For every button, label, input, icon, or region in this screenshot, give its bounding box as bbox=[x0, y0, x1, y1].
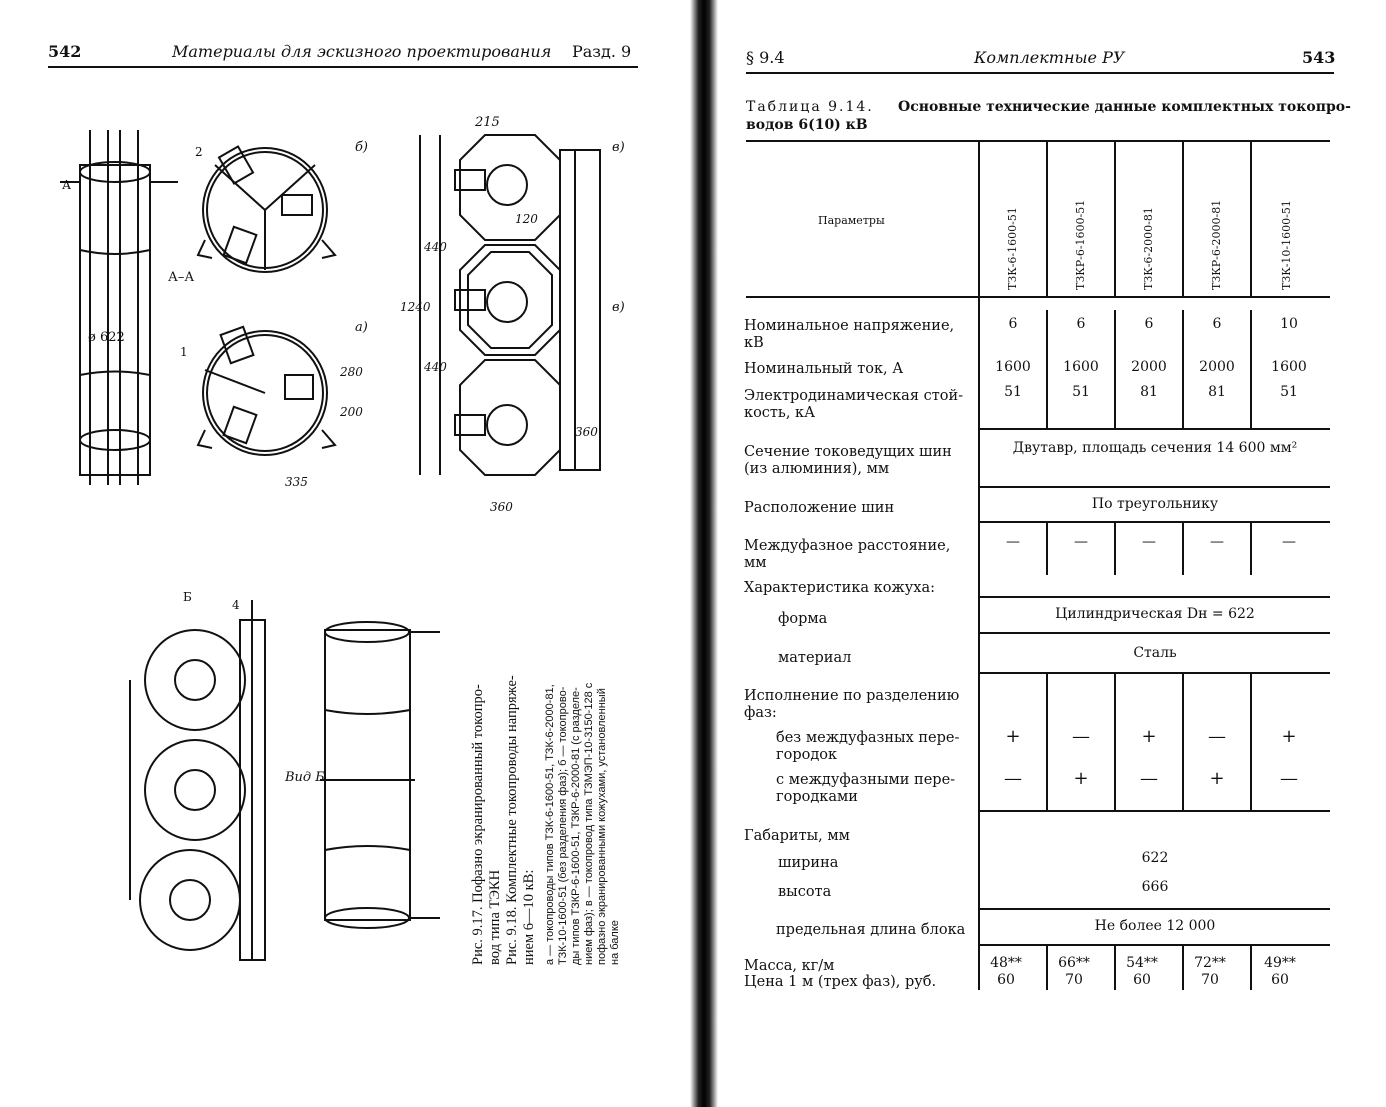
label-v2: в) bbox=[612, 300, 625, 315]
cell-value: 1600 bbox=[1063, 359, 1099, 375]
caption-line-1: Рис. 9.17. Пофазно экранированный токопро- bbox=[470, 684, 486, 965]
triple-round-casings bbox=[130, 600, 265, 960]
cell-value: 70 bbox=[1201, 972, 1219, 988]
cell-value: — bbox=[1210, 534, 1224, 550]
row-rule bbox=[980, 672, 1330, 674]
right-running-title: Комплектные РУ bbox=[974, 48, 1125, 67]
cell-value: 2000 bbox=[1199, 359, 1235, 375]
cell-value: 48** bbox=[990, 955, 1022, 971]
dim-215: 215 bbox=[475, 115, 500, 130]
label-b: б) bbox=[355, 140, 369, 155]
col-divider bbox=[1114, 310, 1116, 430]
col-divider bbox=[1250, 946, 1252, 990]
cell-value: 81 bbox=[1140, 384, 1158, 400]
caption-note: нием фаз); в — токопровод типа ТЗМЭП-10-3150-128 с bbox=[583, 682, 595, 965]
cell-value: — bbox=[1280, 768, 1298, 789]
cell-value: 66** bbox=[1058, 955, 1090, 971]
mark-2: 2 bbox=[195, 145, 203, 159]
col-divider bbox=[1182, 523, 1184, 575]
col-divider bbox=[1250, 523, 1252, 575]
cell-value: — bbox=[1142, 534, 1156, 550]
right-section: § 9.4 bbox=[746, 48, 785, 67]
cell-value: — bbox=[1072, 726, 1090, 747]
row-label: Расположение шин bbox=[744, 500, 895, 516]
cell-value: 6 bbox=[1076, 316, 1086, 332]
cell-value: 51 bbox=[1004, 384, 1022, 400]
table-title: Основные технические данные комплектных токопро- bbox=[898, 99, 1351, 115]
table-header-rule bbox=[746, 296, 1330, 298]
row-label: высота bbox=[778, 884, 832, 900]
row-label: Номинальное напряжение, bbox=[744, 318, 955, 334]
row-rule bbox=[980, 908, 1330, 910]
row-label: Характеристика кожуха: bbox=[744, 580, 935, 596]
row-label: Номинальный ток, А bbox=[744, 361, 904, 377]
row-label: мм bbox=[744, 555, 767, 571]
cell-value: 6 bbox=[1212, 316, 1222, 332]
col-header: ТЗКР-6-1600-51 bbox=[1074, 199, 1087, 290]
row-label: без междуфазных пере- bbox=[776, 730, 960, 746]
caption-note: на балке bbox=[609, 920, 621, 965]
mark-4: 4 bbox=[232, 598, 240, 612]
row-label: городок bbox=[776, 747, 838, 763]
span-value: Не более 12 000 bbox=[1094, 918, 1216, 934]
dim-360b: 360 bbox=[490, 500, 513, 514]
col-header: ТЗК-6-2000-81 bbox=[1142, 207, 1155, 290]
span-value: По треугольнику bbox=[1091, 496, 1219, 512]
row-label: городками bbox=[776, 789, 858, 805]
row-label: форма bbox=[778, 611, 828, 627]
col-header: ТЗКР-6-2000-81 bbox=[1210, 199, 1223, 290]
pipe-elevation-a bbox=[60, 130, 178, 485]
col-divider bbox=[1182, 674, 1184, 810]
cell-value: 49** bbox=[1264, 955, 1296, 971]
row-label: Цена 1 м (трех фаз), руб. bbox=[744, 974, 937, 990]
left-page bbox=[0, 0, 690, 1107]
span-value: 666 bbox=[1141, 879, 1169, 895]
cell-value: 6 bbox=[1144, 316, 1154, 332]
mark-1: 1 bbox=[180, 345, 188, 359]
round-casing-b bbox=[198, 147, 335, 272]
caption-note: пофазно экранированными кожухами, установленный bbox=[596, 688, 608, 965]
col-header: ТЗК-10-1600-51 bbox=[1280, 200, 1293, 290]
mark-a-left: А bbox=[62, 178, 72, 192]
cell-value: — bbox=[1006, 534, 1020, 550]
dim-622: ø 622 bbox=[88, 330, 125, 345]
cell-value: + bbox=[1141, 726, 1157, 747]
cell-value: 1600 bbox=[1271, 359, 1307, 375]
row-rule bbox=[980, 521, 1330, 523]
row-label: предельная длина блока bbox=[776, 922, 966, 938]
col-divider bbox=[1182, 140, 1184, 296]
col-divider bbox=[1250, 310, 1252, 430]
label-a: а) bbox=[355, 320, 368, 335]
cell-value: 60 bbox=[1271, 972, 1289, 988]
caption-note: ТЗК-10-1600-51 (без разделения фаз); б — токопрово- bbox=[557, 686, 569, 965]
cell-value: + bbox=[1005, 726, 1021, 747]
cell-value: 10 bbox=[1280, 316, 1298, 332]
cell-value: 1600 bbox=[995, 359, 1031, 375]
dim-200: 200 bbox=[340, 405, 363, 419]
col-divider bbox=[1182, 946, 1184, 990]
dim-120: 120 bbox=[515, 212, 538, 226]
cell-value: 6 bbox=[1008, 316, 1018, 332]
cell-value: 60 bbox=[1133, 972, 1151, 988]
cell-value: 81 bbox=[1208, 384, 1226, 400]
caption-line-2: вод типа ТЭКН bbox=[487, 869, 503, 965]
dim-335: 335 bbox=[285, 475, 308, 489]
col-divider bbox=[1046, 310, 1048, 430]
col-divider bbox=[1114, 523, 1116, 575]
row-label: кость, кА bbox=[744, 405, 816, 421]
cell-value: — bbox=[1074, 534, 1088, 550]
cell-value: 70 bbox=[1065, 972, 1083, 988]
book-gutter bbox=[690, 0, 718, 1107]
table-title-prefix: Таблица 9.14. bbox=[746, 99, 874, 115]
row-label: Габариты, мм bbox=[744, 828, 850, 844]
col-divider bbox=[1046, 946, 1048, 990]
octagon-stack-v bbox=[420, 135, 600, 475]
caption-line-3: Рис. 9.18. Комплектные токопроводы напряже- bbox=[504, 675, 520, 965]
dim-1240: 1240 bbox=[400, 300, 431, 314]
param-header: Параметры bbox=[818, 214, 885, 227]
row-rule bbox=[980, 428, 1330, 430]
col-divider bbox=[1114, 946, 1116, 990]
row-label: ширина bbox=[778, 855, 839, 871]
span-value: 622 bbox=[1141, 850, 1169, 866]
row-label: (из алюминия), мм bbox=[744, 461, 890, 477]
row-label: материал bbox=[778, 650, 852, 666]
row-label: фаз: bbox=[744, 705, 777, 721]
cell-value: + bbox=[1073, 768, 1089, 789]
section-mark: А–А bbox=[168, 270, 195, 285]
span-value: Сталь bbox=[1133, 645, 1177, 661]
col-divider bbox=[1114, 140, 1116, 296]
caption-line-4: нием 6—10 кВ: bbox=[521, 869, 537, 965]
right-header-rule bbox=[746, 72, 1334, 74]
row-label: с междуфазными пере- bbox=[776, 772, 956, 788]
label-v: в) bbox=[612, 140, 625, 155]
row-rule bbox=[980, 486, 1330, 488]
cell-value: 2000 bbox=[1131, 359, 1167, 375]
table-title-2: водов 6(10) кВ bbox=[746, 117, 868, 133]
cell-value: — bbox=[1282, 534, 1296, 550]
caption-note: ды типов ТЗКР-6-1600-51, ТЗКР-6-2000-81 (с разделе- bbox=[570, 687, 582, 965]
row-rule bbox=[980, 944, 1330, 946]
row-label: Междуфазное расстояние, bbox=[744, 538, 951, 554]
left-page-number: 542 bbox=[48, 42, 82, 61]
round-casing-a bbox=[198, 327, 335, 455]
cell-value: + bbox=[1209, 768, 1225, 789]
cell-value: — bbox=[1140, 768, 1158, 789]
right-page-number: 543 bbox=[1302, 48, 1336, 67]
pipe-side-view bbox=[320, 622, 440, 928]
dim-280: 280 bbox=[340, 365, 363, 379]
dim-360a: 360 bbox=[575, 425, 598, 439]
cell-value: 51 bbox=[1072, 384, 1090, 400]
row-label: Электродинамическая стой- bbox=[744, 388, 964, 404]
col-header: ТЗК-6-1600-51 bbox=[1006, 207, 1019, 290]
cell-value: — bbox=[1208, 726, 1226, 747]
cell-value: 54** bbox=[1126, 955, 1158, 971]
row-rule bbox=[980, 596, 1330, 598]
cell-value: — bbox=[1004, 768, 1022, 789]
view-label: Вид Б bbox=[285, 770, 325, 785]
row-label: кВ bbox=[744, 335, 764, 351]
col-divider bbox=[1046, 140, 1048, 296]
caption-note: а — токопроводы типов ТЗК-6-1600-51, ТЗК-6-2000-81, bbox=[544, 684, 556, 965]
span-value: Цилиндрическая Dн = 622 bbox=[1055, 606, 1255, 622]
col-divider bbox=[1250, 140, 1252, 296]
row-label: Исполнение по разделению bbox=[744, 688, 960, 704]
cell-value: 60 bbox=[997, 972, 1015, 988]
figure-caption bbox=[470, 565, 630, 965]
row-rule bbox=[980, 632, 1330, 634]
left-section: Разд. 9 bbox=[572, 42, 632, 61]
dim-440b: 440 bbox=[424, 360, 447, 374]
cell-value: 72** bbox=[1194, 955, 1226, 971]
dim-440a: 440 bbox=[424, 240, 447, 254]
left-running-title: Материалы для эскизного проектирования bbox=[172, 42, 552, 61]
span-value: Двутавр, площадь сечения 14 600 мм² bbox=[1012, 440, 1298, 456]
col-divider bbox=[1046, 674, 1048, 810]
row-rule bbox=[980, 810, 1330, 812]
row-label: Сечение токоведущих шин bbox=[744, 444, 952, 460]
cell-value: 51 bbox=[1280, 384, 1298, 400]
table-top-rule bbox=[746, 140, 1330, 142]
cell-value: + bbox=[1281, 726, 1297, 747]
col-divider bbox=[1046, 523, 1048, 575]
row-label: Масса, кг/м bbox=[744, 958, 835, 974]
col-divider bbox=[1250, 674, 1252, 810]
col-divider bbox=[1182, 310, 1184, 430]
col-divider bbox=[1114, 674, 1116, 810]
mark-b: Б bbox=[183, 590, 192, 604]
right-page bbox=[718, 0, 1386, 1107]
